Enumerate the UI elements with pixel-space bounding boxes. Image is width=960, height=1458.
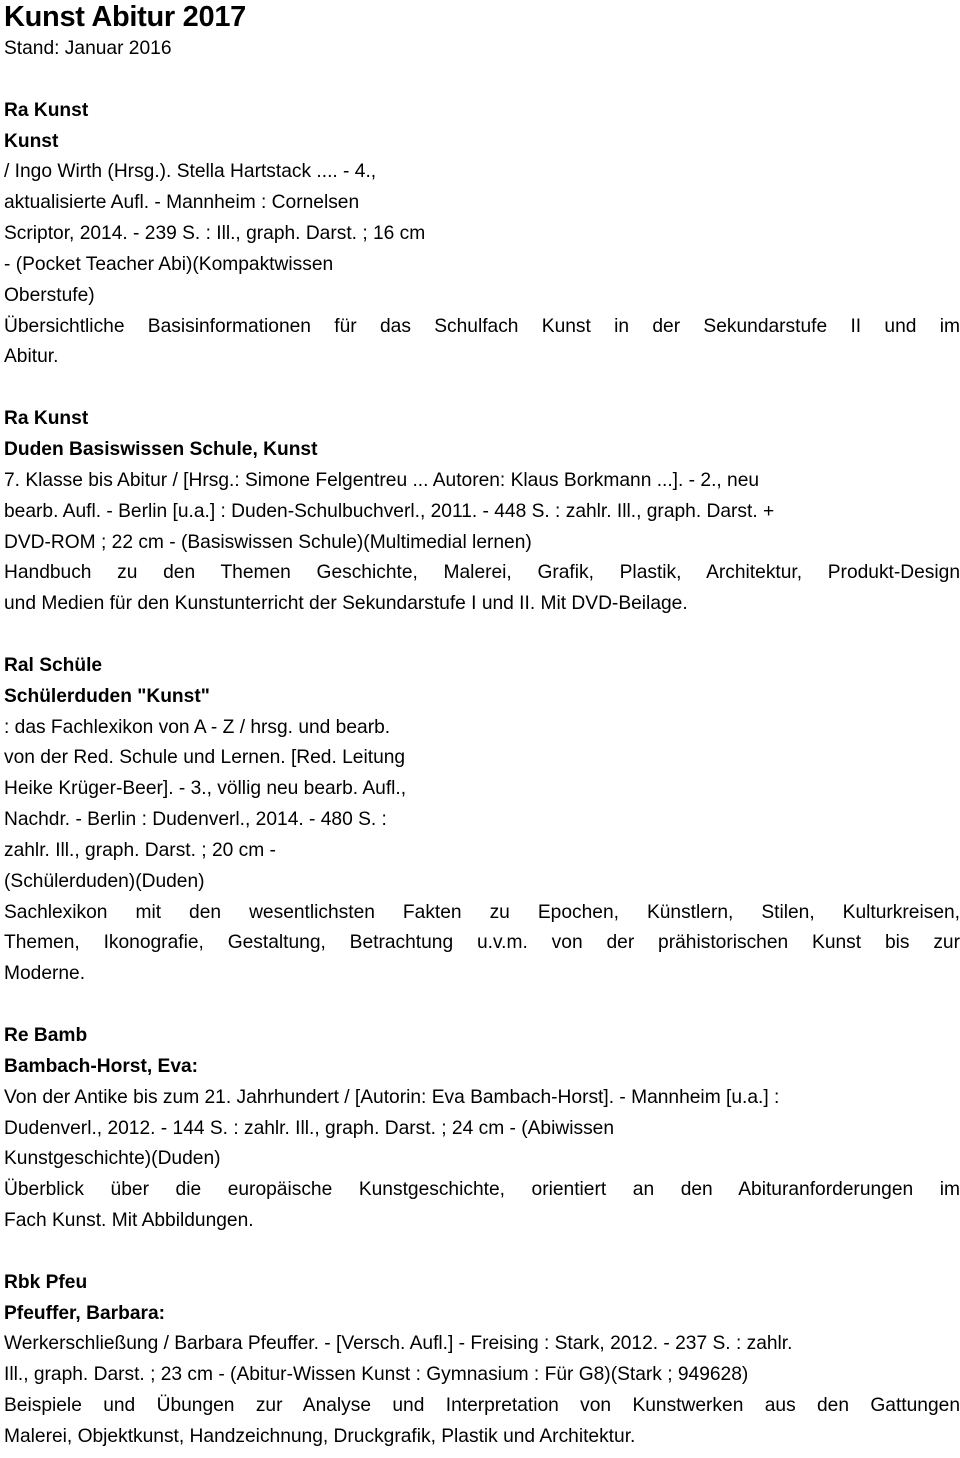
spacer [4, 65, 960, 96]
entry-heading: Duden Basiswissen Schule, Kunst [4, 438, 318, 460]
description-line: Handbuch zu den Themen Geschichte, Malerei, Grafik, Plastik, Architektur, Produkt-Design [4, 562, 960, 584]
page-title: Kunst Abitur 2017 [4, 1, 246, 33]
call-number: Ral Schüle [4, 654, 103, 676]
bibliographic-line: - (Pocket Teacher Abi)(Kompaktwissen [4, 253, 334, 275]
book-entry [4, 1268, 960, 1453]
description-line: Abitur. [4, 346, 59, 368]
description-line: Übersichtliche Basisinformationen für das Schulfach Kunst in der Sekundarstufe II und im [4, 315, 960, 337]
bibliographic-line: von der Red. Schule und Lernen. [Red. Leitung [4, 747, 406, 769]
bibliographic-line: Von der Antike bis zum 21. Jahrhundert / [Autorin: Eva Bambach-Horst]. - Mannheim [u.a.] : [4, 1086, 780, 1108]
entry-heading: Bambach-Horst, Eva: [4, 1055, 199, 1077]
bibliographic-line: DVD-ROM ; 22 cm - (Basiswissen Schule)(Multimedial lernen) [4, 531, 532, 553]
description-line: Themen, Ikonografie, Gestaltung, Betrachtung u.v.m. von der prähistorischen Kunst bis zur [4, 932, 960, 954]
bibliographic-line: Werkerschließung / Barbara Pfeuffer. - [Versch. Aufl.] - Freising : Stark, 2012. - 237 S. : zahlr. [4, 1333, 793, 1355]
bibliographic-line: Oberstufe) [4, 284, 95, 306]
book-list [4, 65, 960, 1453]
bibliographic-line: bearb. Aufl. - Berlin [u.a.] : Duden-Schulbuchverl., 2011. - 448 S. : zahlr. Ill., graph. Darst. + [4, 500, 775, 522]
bibliographic-line: Kunstgeschichte)(Duden) [4, 1148, 221, 1170]
bibliographic-line: Ill., graph. Darst. ; 23 cm - (Abitur-Wissen Kunst : Gymnasium : Für G8)(Stark ; 949628) [4, 1364, 749, 1386]
bibliographic-line: Heike Krüger-Beer]. - 3., völlig neu bearb. Aufl., [4, 778, 407, 800]
call-number: Ra Kunst [4, 408, 89, 430]
description-line: und Medien für den Kunstunterricht der Sekundarstufe I und II. Mit DVD-Beilage. [4, 593, 688, 615]
description-line: Fach Kunst. Mit Abbildungen. [4, 1210, 254, 1232]
call-number: Re Bamb [4, 1025, 88, 1046]
spacer [4, 990, 960, 1021]
status-date: Stand: Januar 2016 [4, 38, 172, 59]
description-line: Malerei, Objektkunst, Handzeichnung, Druckgrafik, Plastik und Architektur. [4, 1425, 636, 1447]
bibliographic-line: Dudenverl., 2012. - 144 S. : zahlr. Ill., graph. Darst. ; 24 cm - (Abiwissen [4, 1117, 614, 1139]
spacer [4, 373, 960, 404]
description-line: Moderne. [4, 963, 86, 985]
book-entry [4, 96, 960, 374]
call-number: Rbk Pfeu [4, 1271, 88, 1293]
bibliographic-line: aktualisierte Aufl. - Mannheim : Cornelsen [4, 192, 360, 214]
spacer [4, 620, 960, 651]
bibliographic-line: : das Fachlexikon von A - Z / hrsg. und bearb. [4, 716, 391, 738]
bibliographic-line: Scriptor, 2014. - 239 S. : Ill., graph. Darst. ; 16 cm [4, 223, 426, 245]
spacer [4, 1237, 960, 1268]
entry-heading: Pfeuffer, Barbara: [4, 1302, 166, 1324]
bibliographic-line: / Ingo Wirth (Hrsg.). Stella Hartstack .... - 4., [4, 161, 377, 183]
bibliographic-line: Nachdr. - Berlin : Dudenverl., 2014. - 480 S. : [4, 809, 387, 831]
book-entry [4, 651, 960, 990]
book-entry [4, 1021, 960, 1237]
entry-heading: Kunst [4, 130, 59, 152]
description-line: Beispiele und Übungen zur Analyse und Interpretation von Kunstwerken aus den Gattungen [4, 1395, 960, 1417]
entry-heading: Schülerduden "Kunst" [4, 685, 210, 707]
description-line: Überblick über die europäische Kunstgeschichte, orientiert an den Abituranforderungen im [4, 1179, 960, 1201]
description-line: Sachlexikon mit den wesentlichsten Fakten zu Epochen, Künstlern, Stilen, Kulturkreisen, [4, 901, 960, 923]
call-number: Ra Kunst [4, 99, 89, 121]
bibliographic-line: 7. Klasse bis Abitur / [Hrsg.: Simone Felgentreu ... Autoren: Klaus Borkmann ...]. - 2., neu [4, 469, 760, 491]
document [4, 0, 960, 1453]
book-entry [4, 404, 960, 620]
bibliographic-line: (Schülerduden)(Duden) [4, 870, 205, 892]
bibliographic-line: zahlr. Ill., graph. Darst. ; 20 cm - [4, 839, 276, 861]
